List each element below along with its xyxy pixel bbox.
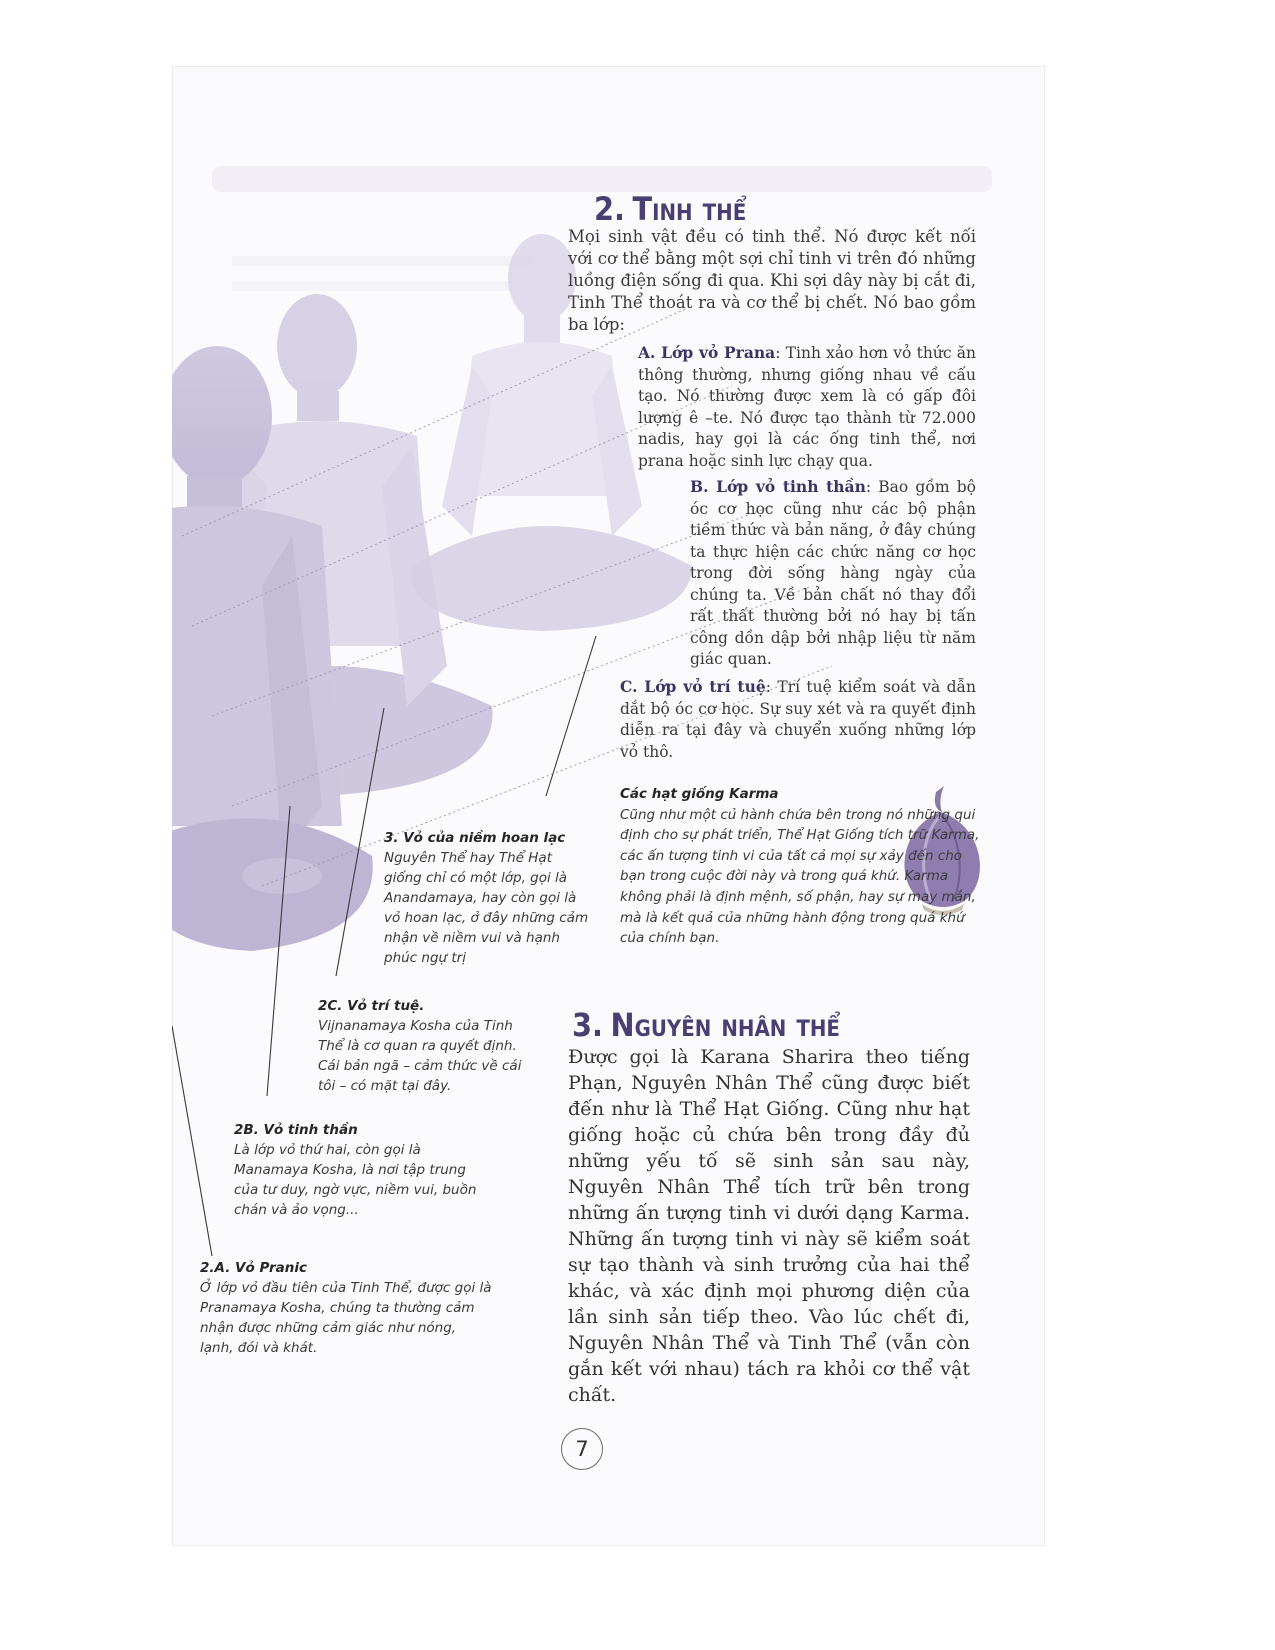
layer-a-label: A. Lớp vỏ Prana xyxy=(638,343,776,362)
section-2-heading xyxy=(594,190,746,228)
layer-c-text: : Trí tuệ kiểm soát và dẫn dắt bộ óc cơ học. Sự suy xét và ra quyết định diễn ra tại đây và chuyển xuống những lớp vỏ thô. xyxy=(620,678,976,761)
section-3-number: 3. xyxy=(572,1006,603,1044)
layer-b-text: : Bao gồm bộ óc cơ học cũng như các bộ phận tiềm thức và bản năng, ở đây chúng ta thực hiện các chức năng cơ học trong đời sống hàng ngày của chúng ta. Về bản chất nó thay đổi rất thất thường bởi nó hay bị tấn công dồn dập bởi nhập liệu từ năm giác quan. xyxy=(690,478,976,668)
callout-3 xyxy=(384,828,592,968)
callout-2a-text: Ở lớp vỏ đầu tiên của Tinh Thể, được gọi là Pranamaya Kosha, chúng ta thường cảm nhận được những cảm giác như nóng, lạnh, đói và khát. xyxy=(200,1280,492,1356)
layer-c-paragraph xyxy=(620,676,976,763)
callout-3-title: 3. Vỏ của niềm hoan lạc xyxy=(384,830,566,846)
section-2-title: Tinh thể xyxy=(632,190,747,228)
callout-2b-text: Là lớp vỏ thứ hai, còn gọi là Manamaya Kosha, là nơi tập trung của tư duy, ngờ vực, niềm vui, buồn chán và ảo vọng... xyxy=(234,1142,477,1218)
section-3-heading xyxy=(572,1006,840,1044)
callout-3-text: Nguyên Thể hay Thể Hạt giống chỉ có một lớp, gọi là Anandamaya, hay còn gọi là vỏ hoan lạc, ở đây những cảm nhận về niềm vui và hạnh phúc ngự trị xyxy=(384,850,589,966)
page-number: 7 xyxy=(561,1428,603,1470)
karma-title: Các hạt giống Karma xyxy=(620,786,779,802)
book-page xyxy=(172,66,1045,1546)
callout-2c-title: 2C. Vỏ trí tuệ. xyxy=(318,998,425,1014)
layer-a-text: : Tinh xảo hơn vỏ thức ăn thông thường, nhưng giống nhau về cấu tạo. Nó thường được xem là có gấp đôi lượng ê –te. Nó được tạo thành từ 72.000 nadis, hay gọi là các ống tinh thể, nơi prana hoặc sinh lực chạy qua. xyxy=(638,344,976,470)
layer-a-paragraph xyxy=(638,342,976,472)
callout-2b xyxy=(234,1120,480,1220)
layer-b-label: B. Lớp vỏ tinh thần xyxy=(690,477,866,496)
section-2-number: 2. xyxy=(594,190,625,228)
layer-b-paragraph xyxy=(690,476,976,671)
karma-text: Cũng như một củ hành chứa bên trong nó những qui định cho sự phát triển, Thể Hạt Giống tích trữ Karma, các ấn tượng tinh vi của tất cả mọi sự xảy đến cho bạn trong cuộc đời này và trong quá khứ. Karma không phải là định mệnh, số phận, hay sự may mắn, mà là kết quả của những hành động trong quá khứ của chính bạn. xyxy=(620,806,980,947)
section-3-text: Được gọi là Karana Sharira theo tiếng Phạn, Nguyên Nhân Thể cũng được biết đến như là Thể Hạt Giống. Cũng như hạt giống hoặc củ chứa bên trong đầy đủ những yếu tố sẽ sinh sản sau này, Nguyên Nhân Thể tích trữ bên trong những ấn tượng tinh vi dưới dạng Karma. Những ấn tượng tinh vi này sẽ kiểm soát sự tạo thành và sinh trưởng của hai thể khác, và xác định mọi phương diện của lần sinh sản tiếp theo. Vào lúc chết đi, Nguyên Nhân Thể và Tinh Thể (vẫn còn gắn kết với nhau) tách ra khỏi cơ thể vật chất. xyxy=(568,1046,970,1406)
section-2-intro: Mọi sinh vật đều có tinh thể. Nó được kết nối với cơ thể bằng một sợi chỉ tinh vi trên đó những luồng điện sống đi qua. Khi sợi dây này bị cắt đi, Tinh Thể thoát ra và cơ thể bị chết. Nó bao gồm ba lớp: xyxy=(568,227,976,334)
callout-2c-text: Vijnanamaya Kosha của Tinh Thể là cơ quan ra quyết định. Cái bản ngã – cảm thức về cái tôi – có mặt tại đây. xyxy=(318,1018,522,1094)
layer-c-label: C. Lớp vỏ trí tuệ xyxy=(620,677,766,696)
callout-2b-title: 2B. Vỏ tinh thần xyxy=(234,1122,358,1138)
callout-2a-title: 2.A. Vỏ Pranic xyxy=(200,1260,307,1276)
callout-2a xyxy=(200,1258,492,1358)
callout-2c xyxy=(318,996,530,1096)
karma-box xyxy=(620,784,990,949)
section-3-title: Nguyên nhân thể xyxy=(610,1006,840,1044)
